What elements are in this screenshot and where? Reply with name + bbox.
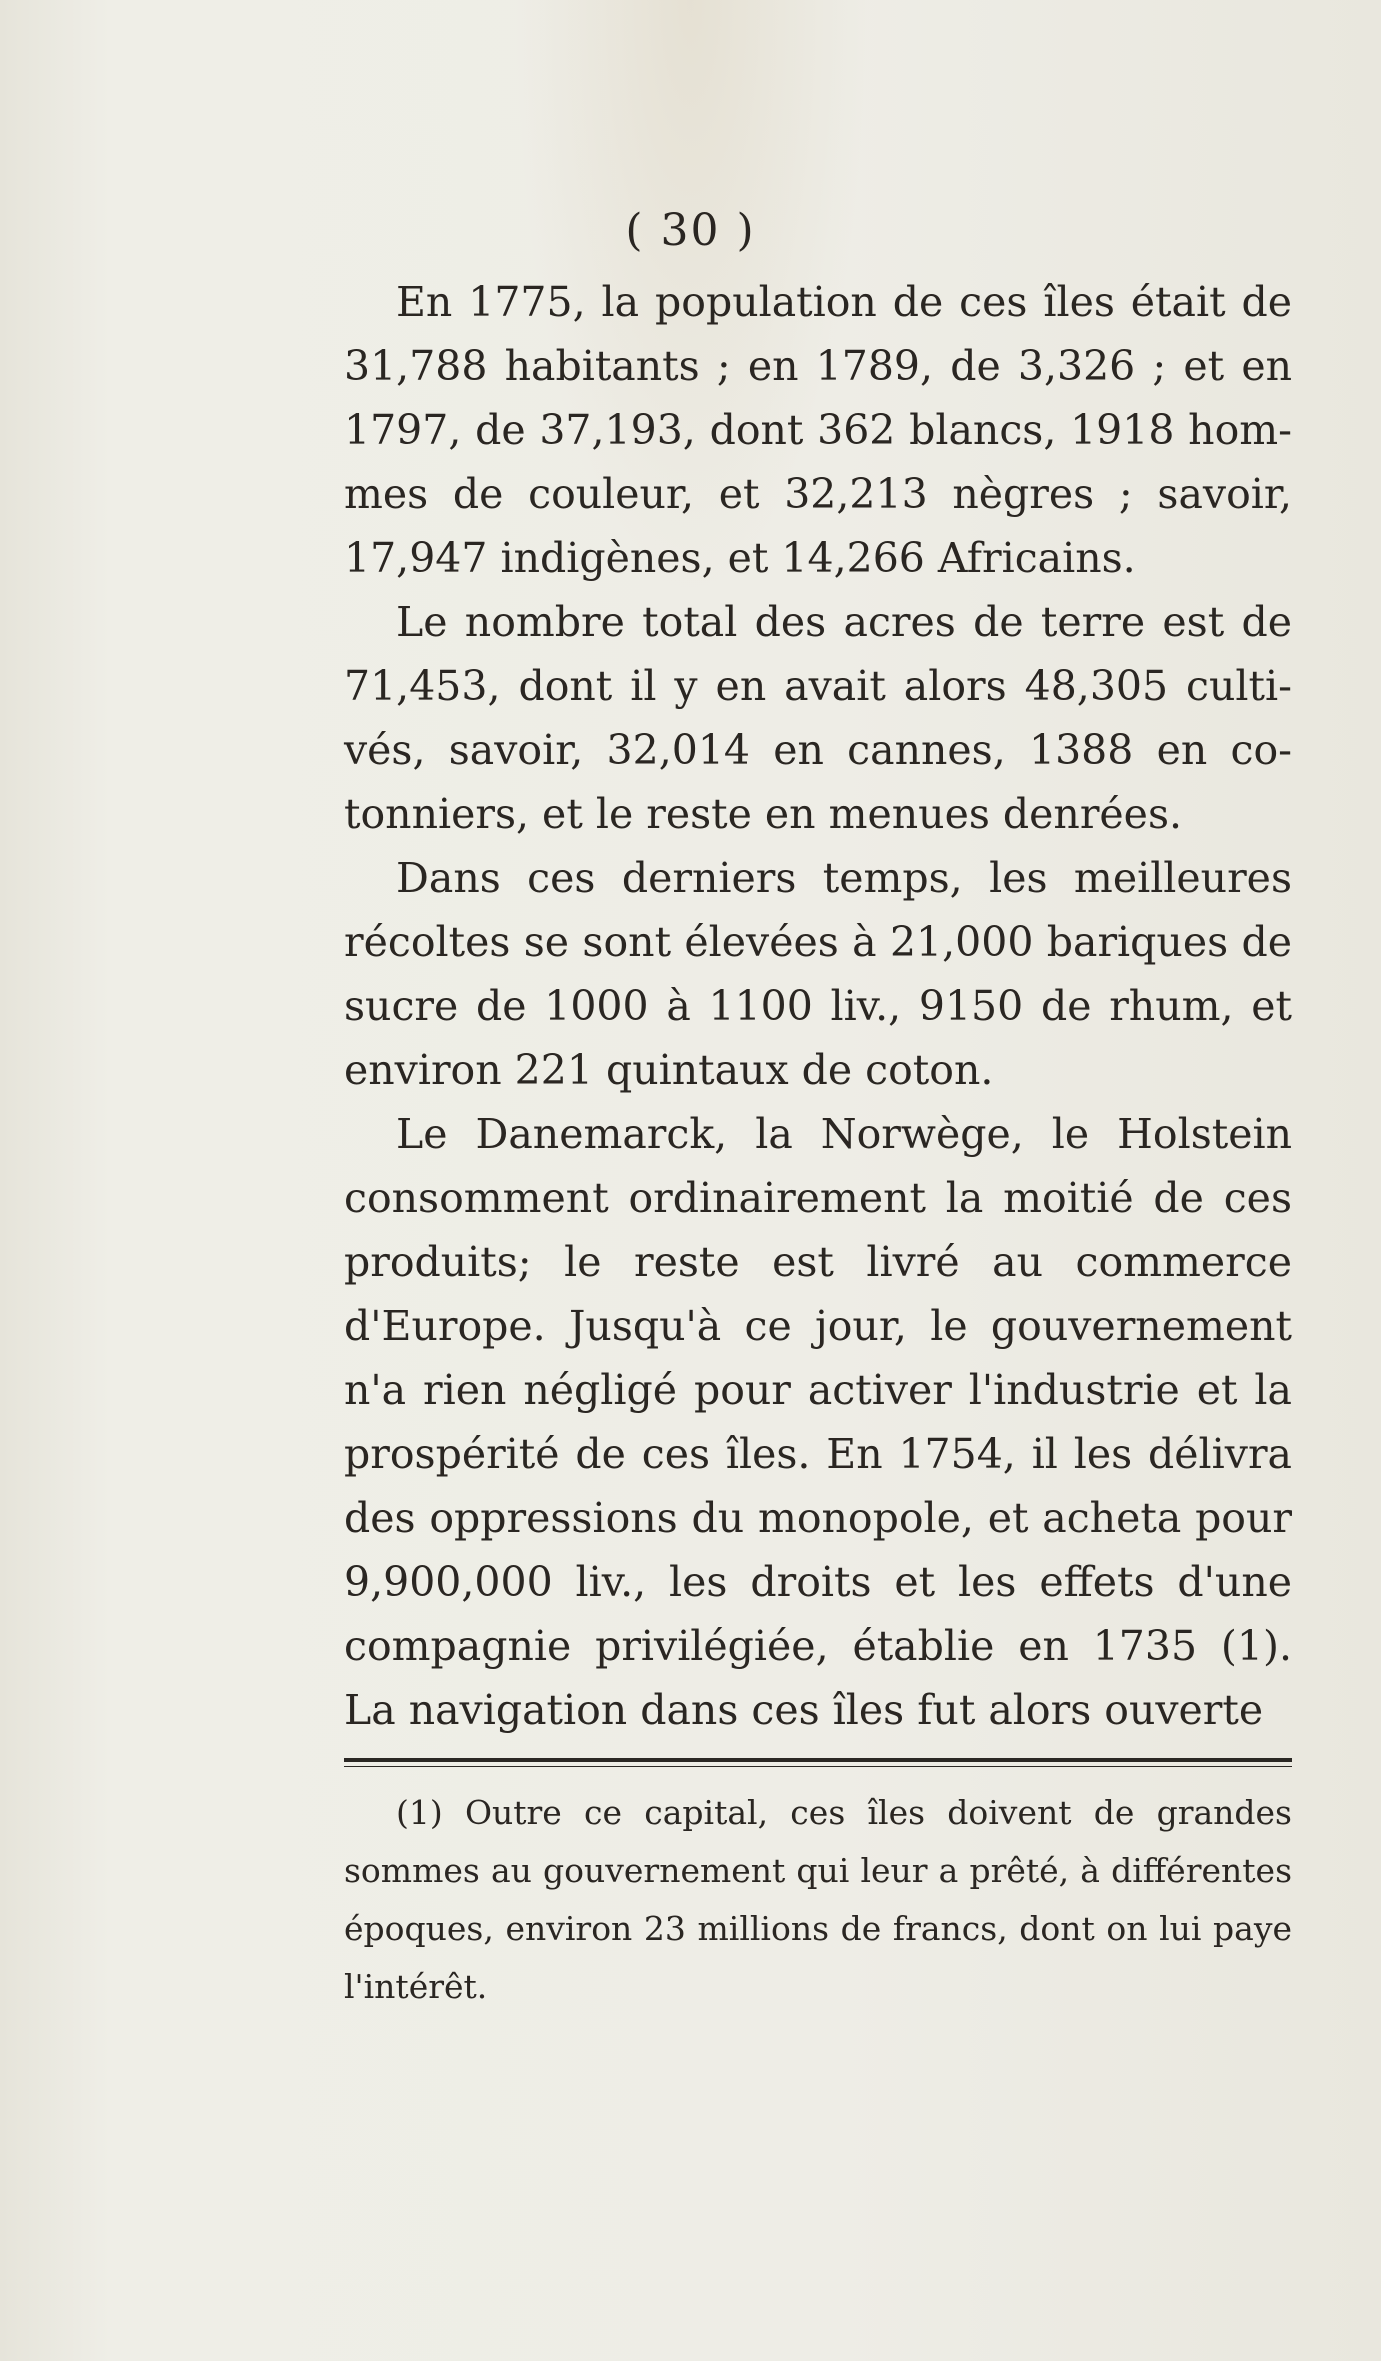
paragraph-harvests: Dans ces derniers temps, les meilleures récoltes se sont élevées à 21,000 bariques de sucre de 1000 à 1100 liv., 9150 de rhum, et environ 221 quintaux de coton. <box>344 854 1292 1094</box>
paragraph-commerce: Le Danemarck, la Norwège, le Holstein consomment ordinairement la moitié de ces produits; le reste est livré au commerce d'Europe. Jusqu'à ce jour, le gouvernement n'a rien négligé pour activer l'industrie et la prospérité de ces îles. En 1754, il les délivra des oppressions du monopole, et acheta pour 9,900,000 liv., les droits et les effets d'une compagnie privilégiée, établie en 1735 (1). La navigation dans ces îles fut alors ouverte <box>344 1110 1292 1734</box>
paragraph-population: En 1775, la population de ces îles était de 31,788 habitants ; en 1789, de 3,326 ; et en 1797, de 37,193, dont 362 blancs, 1918 hommes de couleur, et 32,213 nègres ; savoir, 17,947 indigènes, et 14,266 Africains. <box>344 278 1292 582</box>
paragraph-acres: Le nombre total des acres de terre est de 71,453, dont il y en avait alors 48,305 cultivés, savoir, 32,014 en cannes, 1388 en cotonniers, et le reste en menues denrées. <box>344 598 1292 838</box>
page-number: ( 30 ) <box>625 205 756 256</box>
main-text <box>344 270 1292 1742</box>
footnote-rule <box>344 1758 1292 1762</box>
footnote: (1) Outre ce capital, ces îles doivent de grandes sommes au gouvernement qui leur a prêté, à différentes époques, environ 23 millions de francs, dont on lui paye l'intérêt. <box>344 1793 1292 2006</box>
